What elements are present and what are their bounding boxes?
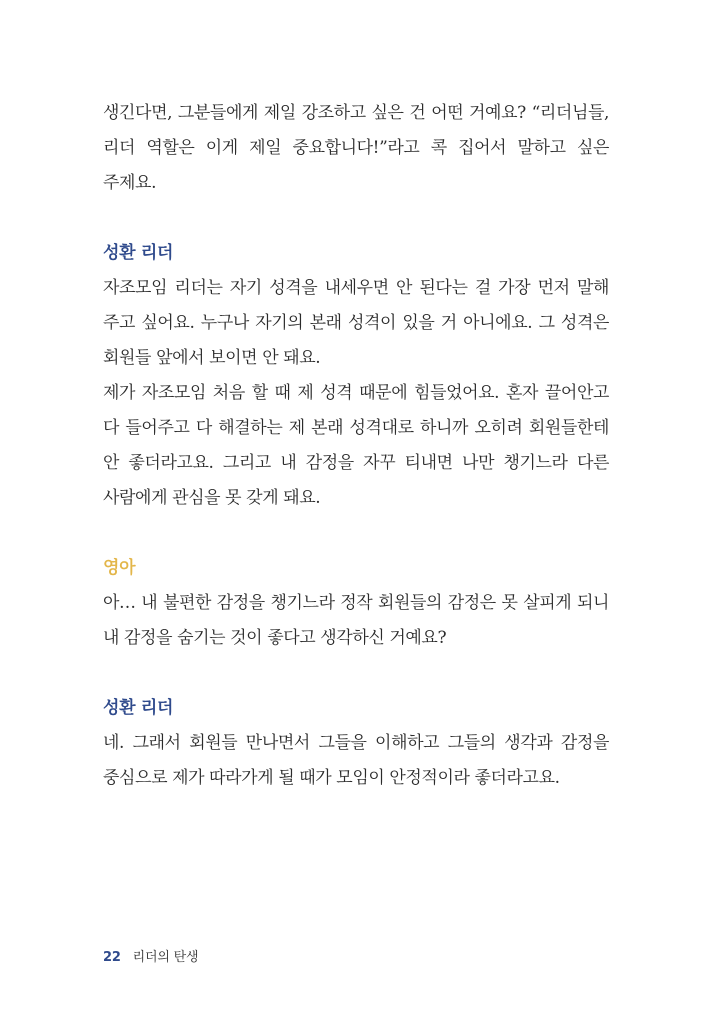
speaker-name: 성환 리더	[103, 243, 174, 263]
dialogue-paragraph: 제가 자조모임 처음 할 때 제 성격 때문에 힘들었어요. 혼자 끌어안고 다 들어주고 다 해결하는 제 본래 성격대로 하니까 오히려 회원들한테 안 좋더라고요. 그리고 내 감정을 자꾸 티내면 나만 챙기느라 다른 사람에게 관심을 못 갖게 돼요.	[103, 383, 609, 508]
speaker-name: 영아	[103, 558, 136, 578]
intro-paragraph: 생긴다면, 그분들에게 제일 강조하고 싶은 건 어떤 거예요? “리더님들, 리더 역할은 이게 제일 중요합니다!”라고 콕 집어서 말하고 싶은 주제요.	[103, 103, 609, 193]
dialogue-block-3	[103, 691, 609, 796]
page-footer	[103, 946, 198, 965]
page-body	[103, 96, 609, 796]
page-number: 22	[103, 950, 121, 965]
dialogue-paragraph: 자조모임 리더는 자기 성격을 내세우면 안 된다는 걸 가장 먼저 말해 주고 싶어요. 누구나 자기의 본래 성격이 있을 거 아니에요. 그 성격은 회원들 앞에서 보이면 안 돼요.	[103, 278, 609, 368]
dialogue-paragraph: 네. 그래서 회원들 만나면서 그들을 이해하고 그들의 생각과 감정을 중심으로 제가 따라가게 될 때가 모임이 안정적이라 좋더라고요.	[103, 733, 609, 788]
book-title: 리더의 탄생	[132, 950, 199, 965]
dialogue-paragraph: 아… 내 불편한 감정을 챙기느라 정작 회원들의 감정은 못 살피게 되니 내 감정을 숨기는 것이 좋다고 생각하신 거예요?	[103, 593, 609, 648]
dialogue-block-2	[103, 551, 609, 656]
speaker-name: 성환 리더	[103, 698, 174, 718]
dialogue-block-1	[103, 236, 609, 516]
